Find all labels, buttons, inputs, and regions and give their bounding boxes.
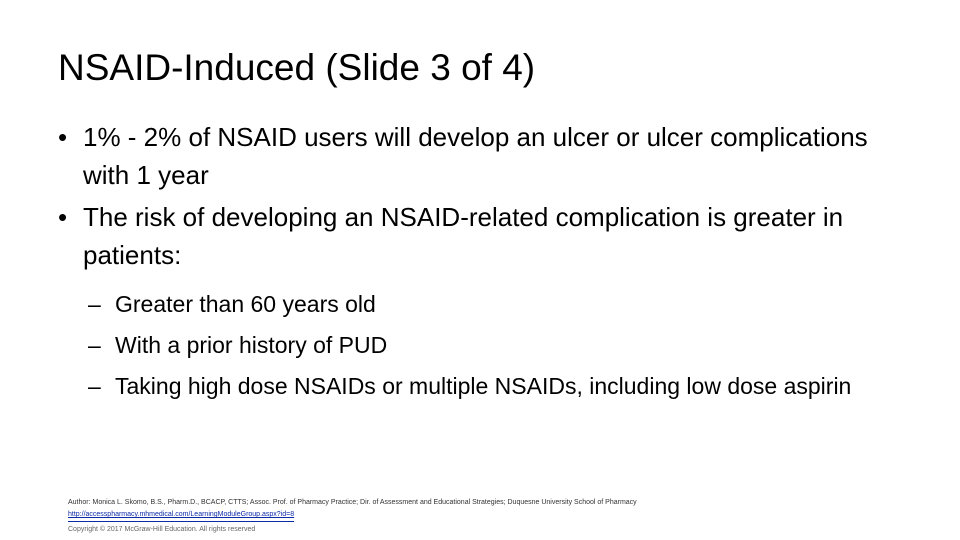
sub-bullet-text: Taking high dose NSAIDs or multiple NSAIDs, including low dose aspirin [115,373,852,399]
bullet-item [58,198,918,274]
slide-body [58,118,918,409]
sub-bullet-text: With a prior history of PUD [115,332,388,358]
copyright-notice: Copyright © 2017 McGraw-Hill Education. All rights reserved [68,526,256,533]
sub-bullet-item [58,286,918,322]
slide-footer [68,497,928,536]
bullet-text: The risk of developing an NSAID-related complication is greater in patients: [83,202,844,270]
bullet-item [58,118,918,194]
sub-bullet-text: Greater than 60 years old [115,291,376,317]
sub-bullet-list [58,286,918,404]
slide-title: NSAID-Induced (Slide 3 of 4) [58,47,536,88]
sub-bullet-item [58,327,918,363]
author-credit: Author: Monica L. Skomo, B.S., Pharm.D., BCACP, CTTS; Assoc. Prof. of Pharmacy Practice; Dir. of Assessment and Educational Strategies; Duquesne University School of Pharmacy [68,499,637,506]
bullet-marker: • [58,202,68,232]
bullet-text: 1% - 2% of NSAID users will develop an ulcer or ulcer complications with 1 year [83,122,868,190]
sub-bullet-marker: – [88,373,101,399]
source-link[interactable]: http://accesspharmacy.mhmedical.com/LearningModuleGroup.aspx?id=8 [68,509,294,522]
sub-bullet-marker: – [88,332,101,358]
sub-bullet-item [58,368,918,404]
sub-bullet-marker: – [88,291,101,317]
bullet-marker: • [58,122,68,152]
